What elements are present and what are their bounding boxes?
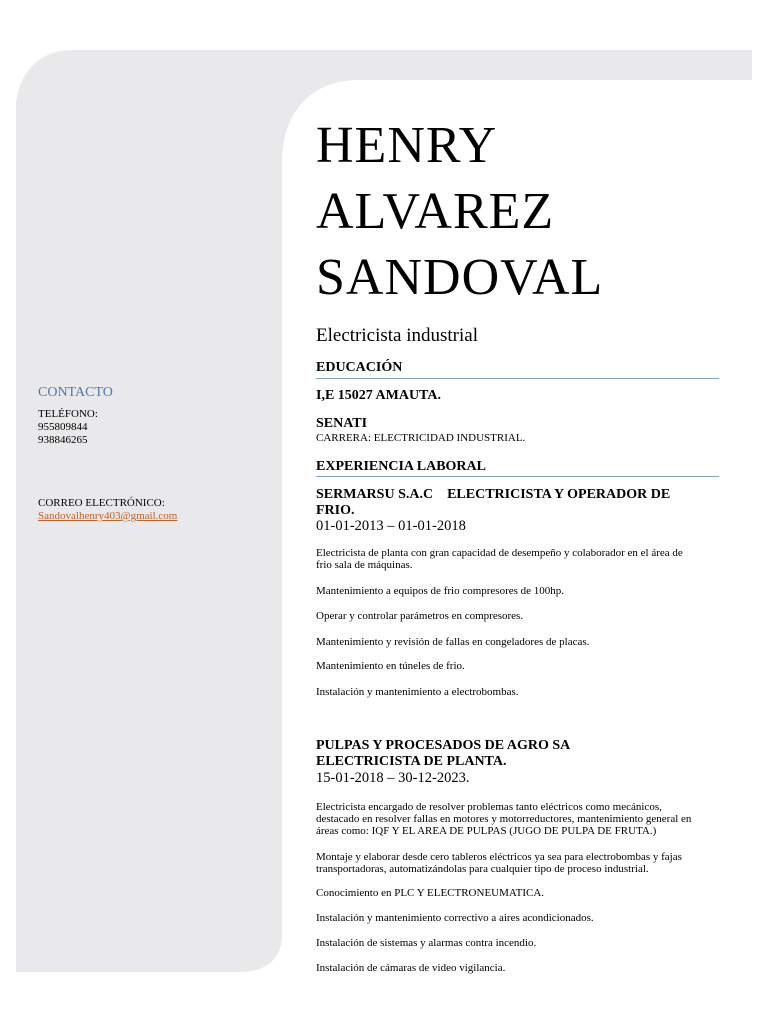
job-1-dates: 01-01-2013 – 01-01-2018 xyxy=(316,518,466,534)
job-2-desc-line: destacado en resolver fallas en motores y motorreductores, mantenimiento general en xyxy=(316,813,692,825)
education-school: I,E 15027 AMAUTA. xyxy=(316,388,441,403)
education-divider xyxy=(316,378,719,379)
email-link[interactable]: Sandovalhenry403@gmail.com xyxy=(38,510,178,522)
job-2-desc-line: Montaje y elaborar desde cero tableros eléctricos ya sea para electrobombas y fajas xyxy=(316,851,682,863)
email-label: CORREO ELECTRÓNICO: xyxy=(38,497,165,509)
education-career: CARRERA: ELECTRICIDAD INDUSTRIAL. xyxy=(316,432,526,444)
phone-number-1: 955809844 xyxy=(38,421,88,433)
job-2-title-line-2: ELECTRICISTA DE PLANTA. xyxy=(316,754,507,769)
job-title: Electricista industrial xyxy=(316,325,478,346)
experience-heading: EXPERIENCIA LABORAL xyxy=(316,459,486,474)
job-1-title-line-1: SERMARSU S.A.C ELECTRICISTA Y OPERADOR DE xyxy=(316,487,671,502)
education-heading: EDUCACIÓN xyxy=(316,360,403,375)
job-2-title-line-1: PULPAS Y PROCESADOS DE AGRO SA xyxy=(316,738,571,753)
contact-heading: CONTACTO xyxy=(38,385,113,400)
phone-number-2: 938846265 xyxy=(38,434,88,446)
name-line-1: HENRY xyxy=(316,117,498,174)
name-line-3: SANDOVAL xyxy=(316,249,604,306)
job-1-desc-line: Electricista de planta con gran capacidad de desempeño y colaborador en el área de xyxy=(316,547,683,559)
job-2-desc-line: Electricista encargado de resolver problemas tanto eléctricos como mecánicos, xyxy=(316,801,662,813)
job-1-task: Mantenimiento en túneles de frio. xyxy=(316,660,465,672)
name-line-2: ALVAREZ xyxy=(316,183,555,240)
job-1-title-line-2: FRIO. xyxy=(316,503,355,518)
phone-label: TELÉFONO: xyxy=(38,408,98,420)
job-1-task: Operar y controlar parámetros en compresores. xyxy=(316,610,524,622)
job-2-task: Instalación y mantenimiento correctivo a aires acondicionados. xyxy=(316,912,594,924)
education-institute: SENATI xyxy=(316,416,368,431)
job-1-task: Instalación y mantenimiento a electrobombas. xyxy=(316,686,519,698)
job-2-desc-line: áreas como: IQF Y EL AREA DE PULPAS (JUGO DE PULPA DE FRUTA.) xyxy=(316,825,657,837)
experience-divider xyxy=(316,476,719,477)
job-2-desc-line: transportadoras, automatizándolas para cualquier tipo de proceso industrial. xyxy=(316,863,649,875)
job-2-task: Instalación de cámaras de video vigilancia. xyxy=(316,962,506,974)
job-1-desc-line: frio sala de máquinas. xyxy=(316,559,413,571)
job-2-task: Conocimiento en PLC Y ELECTRONEUMATICA. xyxy=(316,887,545,899)
job-1-task: Mantenimiento y revisión de fallas en congeladores de placas. xyxy=(316,636,590,648)
job-2-dates: 15-01-2018 – 30-12-2023. xyxy=(316,770,470,786)
job-2-task: Instalación de sistemas y alarmas contra incendio. xyxy=(316,937,537,949)
job-1-task: Mantenimiento a equipos de frio compresores de 100hp. xyxy=(316,585,565,597)
